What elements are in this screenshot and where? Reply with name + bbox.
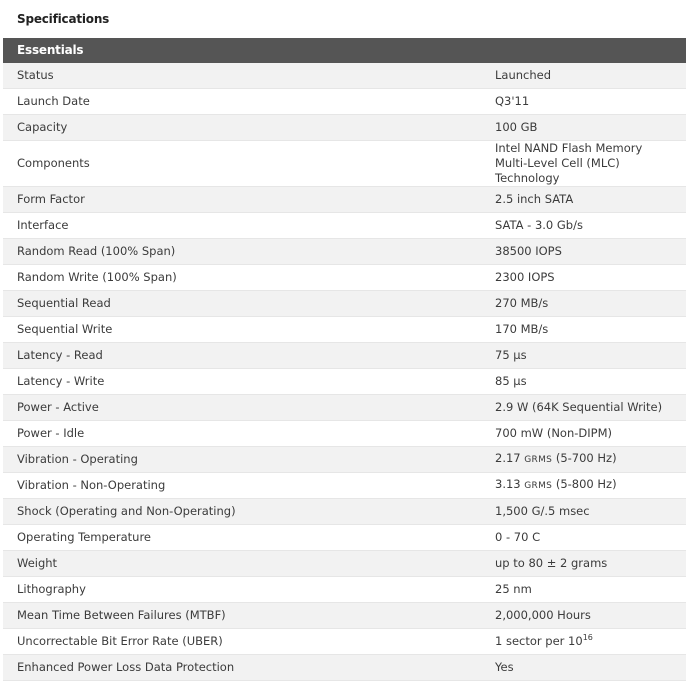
spec-value: 270 MB/s <box>495 291 686 317</box>
spec-value: 2.5 inch SATA <box>495 187 686 213</box>
spec-value: 85 µs <box>495 369 686 395</box>
spec-label: Power - Idle <box>3 421 495 447</box>
spec-value-range: (5-700 Hz) <box>555 451 617 465</box>
spec-value-number: 2.17 <box>495 451 521 465</box>
spec-label: Mean Time Between Failures (MTBF) <box>3 603 495 629</box>
spec-value-line: Multi-Level Cell (MLC) Technology <box>495 156 620 185</box>
spec-value-exponent: 16 <box>582 633 593 642</box>
table-row <box>3 655 686 681</box>
table-row <box>3 369 686 395</box>
spec-value: Launched <box>495 63 686 89</box>
spec-value-number: 3.13 <box>495 477 521 491</box>
spec-value <box>495 629 686 655</box>
spec-label: Random Write (100% Span) <box>3 265 495 291</box>
spec-label: Operating Temperature <box>3 525 495 551</box>
spec-value-range: (5-800 Hz) <box>555 477 617 491</box>
spec-label: Latency - Read <box>3 343 495 369</box>
spec-label: Launch Date <box>3 89 495 115</box>
section-header-essentials[interactable]: Essentials <box>3 38 686 63</box>
table-row <box>3 603 686 629</box>
table-row <box>3 187 686 213</box>
spec-label: Lithography <box>3 577 495 603</box>
spec-value: 25 nm <box>495 577 686 603</box>
spec-value <box>495 447 686 473</box>
spec-value: Q3'11 <box>495 89 686 115</box>
spec-label: Capacity <box>3 115 495 141</box>
table-row <box>3 63 686 89</box>
table-row <box>3 499 686 525</box>
spec-table <box>3 63 686 681</box>
spec-value: up to 80 ± 2 grams <box>495 551 686 577</box>
spec-value: Yes <box>495 655 686 681</box>
spec-label: Latency - Write <box>3 369 495 395</box>
table-row <box>3 265 686 291</box>
table-row <box>3 629 686 655</box>
spec-value <box>495 473 686 499</box>
spec-label: Sequential Write <box>3 317 495 343</box>
spec-label: Components <box>3 141 495 187</box>
spec-label: Vibration - Operating <box>3 447 495 473</box>
spec-label: Enhanced Power Loss Data Protection <box>3 655 495 681</box>
spec-label: Random Read (100% Span) <box>3 239 495 265</box>
table-row <box>3 239 686 265</box>
table-row <box>3 141 686 187</box>
table-row <box>3 551 686 577</box>
table-row <box>3 291 686 317</box>
spec-value-line: Intel NAND Flash Memory <box>495 141 643 155</box>
spec-value: 2,000,000 Hours <box>495 603 686 629</box>
spec-value-unit: GRMS <box>524 455 553 465</box>
table-row <box>3 343 686 369</box>
spec-value: 1,500 G/.5 msec <box>495 499 686 525</box>
table-row <box>3 447 686 473</box>
spec-value: 38500 IOPS <box>495 239 686 265</box>
spec-label: Weight <box>3 551 495 577</box>
spec-label: Power - Active <box>3 395 495 421</box>
spec-value: 2300 IOPS <box>495 265 686 291</box>
spec-value: 170 MB/s <box>495 317 686 343</box>
table-row <box>3 473 686 499</box>
spec-value <box>495 141 686 187</box>
spec-value: 100 GB <box>495 115 686 141</box>
spec-value-base: 1 sector per 10 <box>495 634 583 648</box>
table-row <box>3 213 686 239</box>
spec-value-unit: GRMS <box>524 481 553 491</box>
spec-label: Shock (Operating and Non-Operating) <box>3 499 495 525</box>
spec-label: Sequential Read <box>3 291 495 317</box>
table-row <box>3 115 686 141</box>
table-row <box>3 395 686 421</box>
spec-value: 75 µs <box>495 343 686 369</box>
spec-label: Vibration - Non-Operating <box>3 473 495 499</box>
spec-value: 0 - 70 C <box>495 525 686 551</box>
spec-label: Interface <box>3 213 495 239</box>
table-row <box>3 421 686 447</box>
table-row <box>3 317 686 343</box>
table-row <box>3 89 686 115</box>
page-title: Specifications <box>17 12 110 26</box>
spec-value: 700 mW (Non-DIPM) <box>495 421 686 447</box>
spec-value: 2.9 W (64K Sequential Write) <box>495 395 686 421</box>
spec-value: SATA - 3.0 Gb/s <box>495 213 686 239</box>
table-row <box>3 577 686 603</box>
spec-label: Form Factor <box>3 187 495 213</box>
spec-label: Status <box>3 63 495 89</box>
spec-label: Uncorrectable Bit Error Rate (UBER) <box>3 629 495 655</box>
table-row <box>3 525 686 551</box>
